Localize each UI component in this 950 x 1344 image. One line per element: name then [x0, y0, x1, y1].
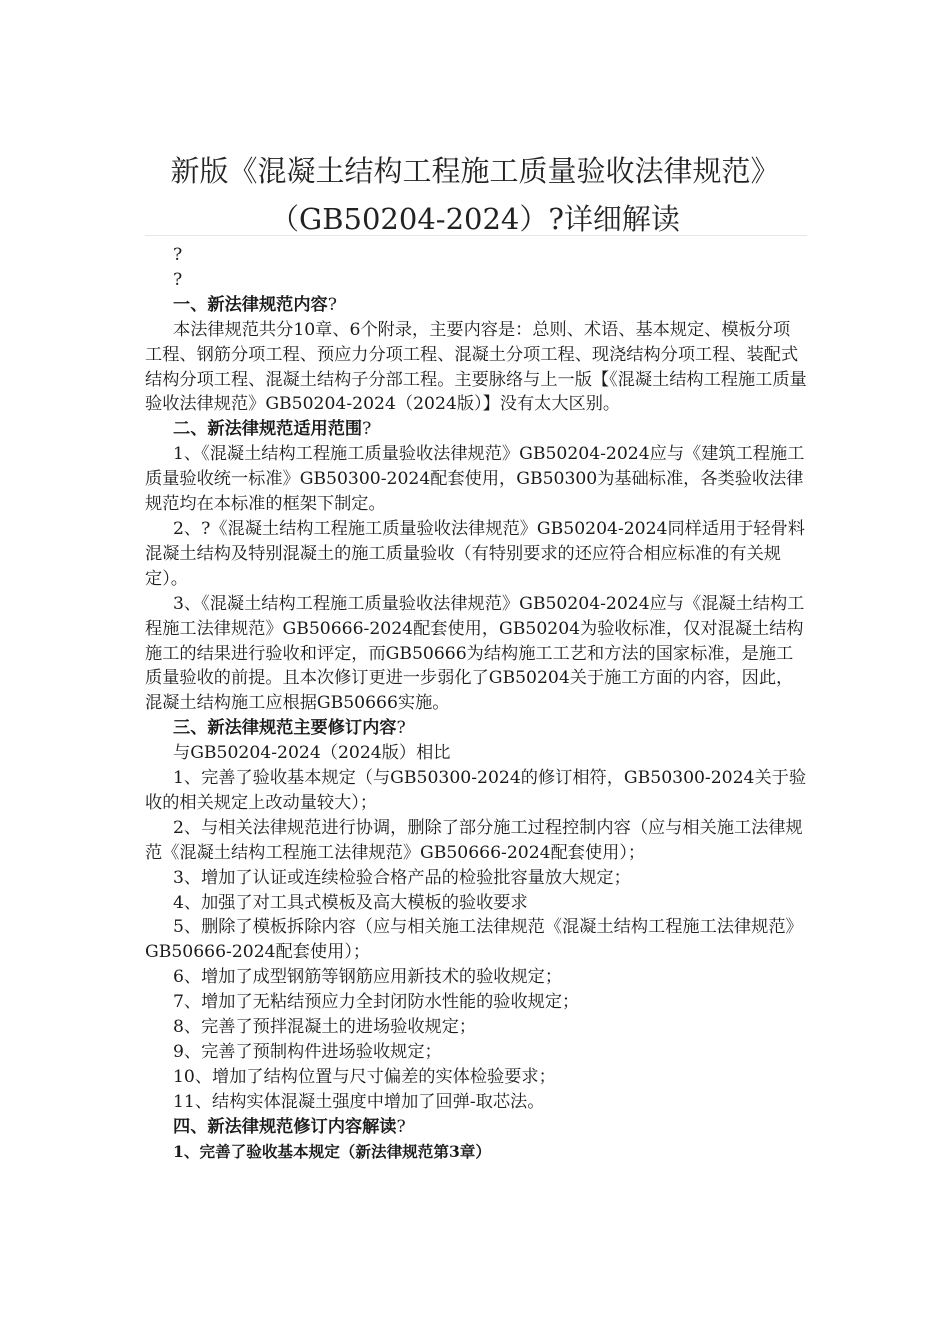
- paragraph: 与GB50204-2024（2024版）相比: [173, 743, 451, 764]
- paragraph: 2、与相关法律规范进行协调，删除了部分施工过程控制内容（应与相关施工法律规范《混凝土结构工程施工法律规范》GB50666-2024配套使用）；: [145, 817, 803, 863]
- section-heading: [145, 417, 807, 442]
- document-body: [145, 243, 807, 1165]
- paragraph: 3、增加了认证或连续检验合格产品的检验批容量放大规定；: [173, 867, 631, 888]
- paragraph: 6、增加了成型钢筋等钢筋应用新技术的验收规定；: [173, 967, 563, 988]
- section-heading-text: 三、新法律规范主要修订内容: [173, 718, 397, 739]
- paragraph: ?: [173, 269, 183, 290]
- paragraph: 5、删除了模板拆除内容（应与相关施工法律规范《混凝土结构工程施工法律规范》GB50666-2024配套使用）；: [145, 917, 803, 963]
- section-heading-suffix: ?: [396, 718, 406, 739]
- paragraph: ?: [173, 245, 183, 265]
- paragraph: 本法律规范共分10章、6个附录，主要内容是：总则、术语、基本规定、模板分项工程、钢筋分项工程、预应力分项工程、混凝土分项工程、现浇结构分项工程、装配式结构分项工程、混凝土结构子分部工程。主要脉络与上一版【《混凝土结构工程施工质量验收法律规范》GB50204-2024（2024版）】没有太大区别。: [145, 319, 807, 415]
- section-heading-text: 一、新法律规范内容: [173, 294, 328, 315]
- paragraph: 1、完善了验收基本规定（与GB50300-2024的修订相符，GB50300-2024关于验收的相关规定上改动量较大）；: [145, 768, 807, 813]
- document-title: [145, 147, 805, 243]
- paragraph: 1、《混凝土结构工程施工质量验收法律规范》GB50204-2024应与《建筑工程施工质量验收统一标准》GB50300-2024配套使用，GB50300为基础标准，各类验收法律规范均在本标准的框架下制定。: [145, 444, 805, 515]
- subsection-heading: 1、完善了验收基本规定（新法律规范第3章）: [173, 1141, 491, 1161]
- paragraph: 3、《混凝土结构工程施工质量验收法律规范》GB50204-2024应与《混凝土结构工程施工法律规范》GB50666-2024配套使用，GB50204为验收标准，仅对混凝土结构施工的结果进行验收和评定，而GB50666为结构施工工艺和方法的国家标准，是施工质量验收的前提。且本次修订更进一步弱化了GB50204关于施工方面的内容，因此，混凝土结构施工应根据GB50666实施。: [145, 593, 805, 714]
- section-heading-text: 二、新法律规范适用范围: [173, 419, 363, 440]
- paragraph: 11、结构实体混凝土强度中增加了回弹-取芯法。: [173, 1091, 545, 1112]
- paragraph: 7、增加了无粘结预应力全封闭防水性能的验收规定；: [173, 992, 580, 1013]
- section-heading: [145, 293, 807, 318]
- section-heading: [145, 716, 807, 741]
- paragraph: 9、完善了预制构件进场验收规定；: [173, 1042, 442, 1062]
- section-heading-suffix: ?: [327, 294, 337, 315]
- section-heading-text: 四、新法律规范修订内容解读: [173, 1116, 397, 1137]
- section-heading: [145, 1115, 807, 1140]
- title-line-1: 新版《混凝土结构工程施工质量验收法律规范》: [170, 154, 780, 189]
- title-line-2: （GB50204-2024）?详细解读: [270, 202, 680, 237]
- paragraph: 4、加强了对工具式模板及高大模板的验收要求: [173, 892, 528, 913]
- title-divider: [145, 235, 807, 236]
- paragraph: 10、增加了结构位置与尺寸偏差的实体检验要求；: [173, 1066, 556, 1087]
- section-heading-suffix: ?: [362, 419, 372, 440]
- paragraph: 8、完善了预拌混凝土的进场验收规定；: [173, 1017, 477, 1038]
- section-heading-suffix: ?: [396, 1116, 406, 1137]
- paragraph: 2、?《混凝土结构工程施工质量验收法律规范》GB50204-2024同样适用于轻骨料混凝土结构及特别混凝土的施工质量验收（有特别要求的还应符合相应标准的有关规定）。: [145, 518, 805, 589]
